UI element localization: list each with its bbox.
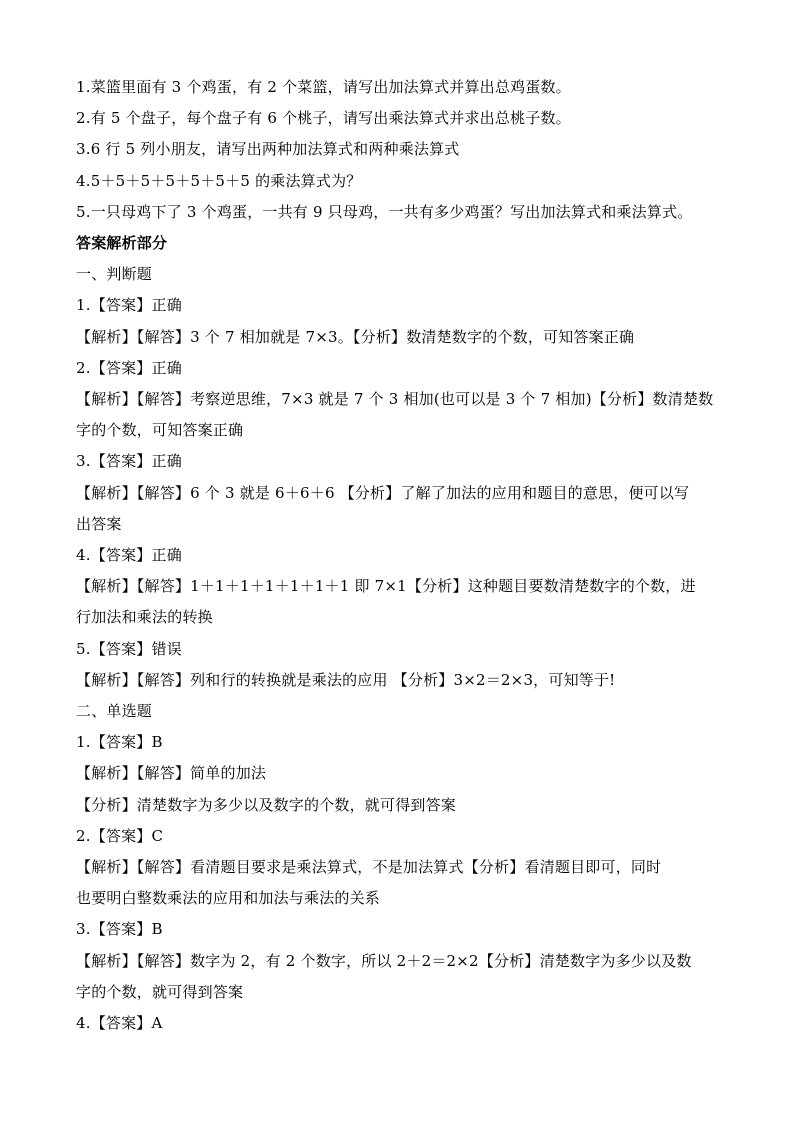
analysis-line: 【解析】【解答】6 个 3 就是 6＋6＋6 【分析】了解了加法的应用和题目的意思，便可以写 xyxy=(76,483,690,502)
section-judgement xyxy=(76,259,724,696)
analysis-line: 【解析】【解答】数字为 2，有 2 个数字，所以 2＋2＝2×2【分析】清楚数字为多少以及数 xyxy=(76,951,692,970)
analysis-line: 【解析】【解答】1＋1＋1＋1＋1＋1＋1 即 7×1【分析】这种题目要数清楚数字的个数，进 xyxy=(76,577,696,596)
section-single-choice xyxy=(76,696,724,1039)
analysis-line: 【解析】【解答】看清题目要求是乘法算式，不是加法算式【分析】看清题目即可，同时 xyxy=(76,858,662,877)
question-4: 4.5＋5＋5＋5＋5＋5＋5 的乘法算式为？ xyxy=(76,171,362,190)
answer-line: 2.【答案】正确 xyxy=(76,358,182,377)
analysis-line: 【解析】【解答】列和行的转换就是乘法的应用 【分析】3×2＝2×3，可知等于! xyxy=(76,670,616,689)
question-2: 2.有 5 个盘子，每个盘子有 6 个桃子，请写出乘法算式并求出总桃子数。 xyxy=(76,109,571,128)
analysis-line: 【解析】【解答】考察逆思维，7×3 就是 7 个 3 相加(也可以是 3 个 7 相加)【分析】数清楚数 xyxy=(76,390,714,409)
analysis-line: 也要明白整数乘法的应用和加法与乘法的关系 xyxy=(76,889,381,908)
section-title: 二、单选题 xyxy=(76,702,153,721)
question-3: 3.6 行 5 列小朋友，请写出两种加法算式和两种乘法算式 xyxy=(76,140,460,159)
document-page xyxy=(76,72,724,1039)
analysis-line: 字的个数，可知答案正确 xyxy=(76,421,244,440)
analysis-line: 【解析】【解答】简单的加法 xyxy=(76,764,267,783)
section-title: 一、判断题 xyxy=(76,265,153,284)
answer-line: 3.【答案】B xyxy=(76,920,163,939)
answer-line: 1.【答案】正确 xyxy=(76,296,182,315)
analysis-line: 行加法和乘法的转换 xyxy=(76,608,213,627)
answer-line: 2.【答案】C xyxy=(76,826,164,845)
answers-title: 答案解析部分 xyxy=(76,234,168,253)
answer-line: 1.【答案】B xyxy=(76,733,163,752)
analysis-line: 【分析】清楚数字为多少以及数字的个数，就可得到答案 xyxy=(76,795,457,814)
question-5: 5.一只母鸡下了 3 个鸡蛋，一共有 9 只母鸡，一共有多少鸡蛋？写出加法算式和乘法算式。 xyxy=(76,202,693,221)
analysis-line: 字的个数，就可得到答案 xyxy=(76,982,244,1001)
question-1: 1.菜篮里面有 3 个鸡蛋，有 2 个菜篮，请写出加法算式并算出总鸡蛋数。 xyxy=(76,78,571,96)
answer-line: 4.【答案】A xyxy=(76,1014,163,1033)
answer-line: 5.【答案】错误 xyxy=(76,639,182,658)
answer-line: 4.【答案】正确 xyxy=(76,546,182,565)
analysis-line: 出答案 xyxy=(76,514,122,533)
analysis-line: 【解析】【解答】3 个 7 相加就是 7×3。【分析】数清楚数字的个数，可知答案正确 xyxy=(76,327,635,346)
answer-line: 3.【答案】正确 xyxy=(76,452,182,471)
question-list xyxy=(76,72,724,228)
